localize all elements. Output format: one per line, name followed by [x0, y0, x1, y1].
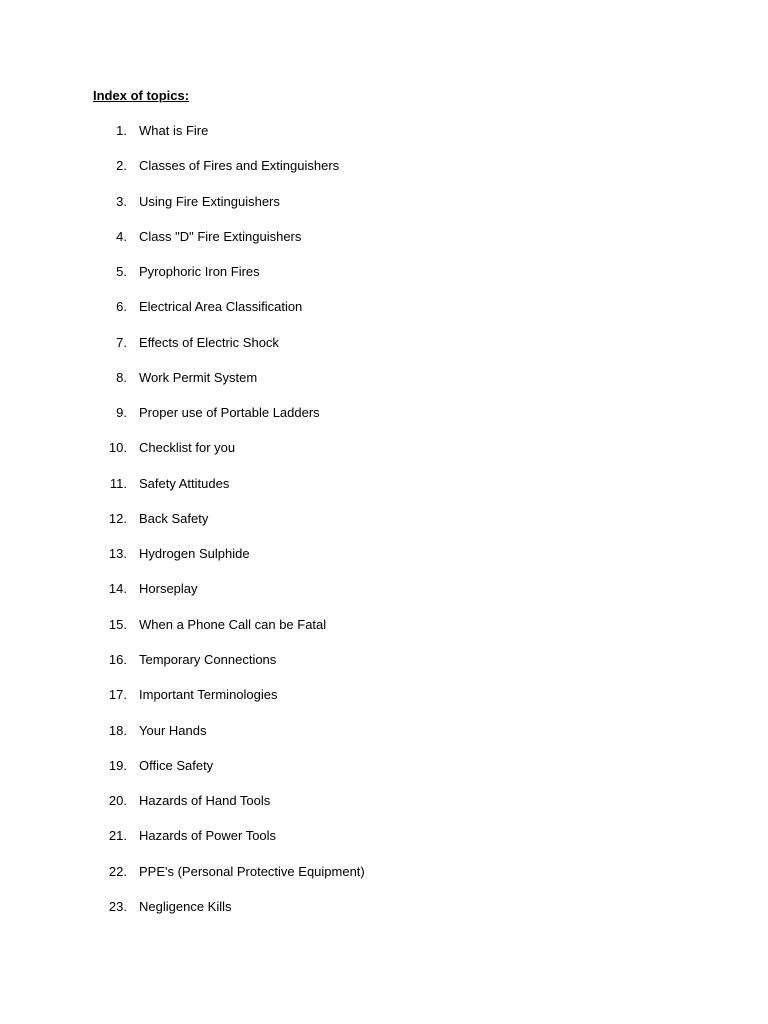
topic-item [0, 263, 768, 298]
topic-title: Work Permit System [139, 369, 258, 385]
topic-item [0, 334, 768, 369]
topic-title: Hydrogen Sulphide [139, 546, 250, 562]
topic-number: 6. [116, 299, 127, 315]
topic-title: Safety Attitudes [139, 475, 230, 491]
topic-item [0, 298, 768, 333]
topic-title: Your Hands [139, 722, 207, 738]
topic-title: Checklist for you [139, 440, 236, 456]
topic-title: Effects of Electric Shock [139, 334, 279, 350]
topic-item [0, 193, 768, 228]
topic-number: 18. [108, 722, 127, 738]
topic-title: When a Phone Call can be Fatal [139, 616, 327, 632]
topic-number: 21. [108, 828, 127, 844]
topic-title: PPE's (Personal Protective Equipment) [139, 863, 365, 879]
topic-number: 1. [116, 123, 127, 138]
topic-title: Pyrophoric Iron Fires [139, 264, 260, 280]
topic-item [0, 545, 768, 580]
topic-item [0, 369, 768, 404]
topic-number: 15. [108, 616, 127, 632]
topic-title: Class "D" Fire Extinguishers [139, 228, 302, 244]
topic-item [0, 722, 768, 757]
topic-item [0, 827, 768, 862]
topic-item [0, 475, 768, 510]
topic-title: What is Fire [139, 123, 209, 138]
topic-item [0, 686, 768, 721]
topic-item [0, 616, 768, 651]
topic-item [0, 651, 768, 686]
topic-number: 17. [108, 687, 127, 703]
topic-title: Negligence Kills [139, 898, 232, 914]
topic-number: 19. [108, 757, 127, 773]
topic-number: 8. [116, 369, 127, 385]
topic-item [0, 757, 768, 792]
topic-number: 22. [108, 863, 127, 879]
topic-number: 20. [108, 793, 127, 809]
topic-number: 5. [116, 264, 127, 280]
topic-item [0, 792, 768, 827]
topic-item [0, 510, 768, 545]
topic-number: 13. [108, 546, 127, 562]
topic-number: 2. [116, 158, 127, 174]
topic-title: Electrical Area Classification [139, 299, 303, 315]
topic-item [0, 439, 768, 474]
topic-number: 16. [108, 651, 127, 667]
topic-title: Horseplay [139, 581, 198, 597]
topic-title: Back Safety [139, 510, 209, 526]
topic-number: 9. [116, 405, 127, 421]
topic-item [0, 122, 768, 157]
topic-item [0, 863, 768, 898]
topic-number: 12. [108, 510, 127, 526]
topic-number: 3. [116, 193, 127, 209]
topic-title: Important Terminologies [139, 687, 278, 703]
topic-item [0, 898, 768, 933]
index-heading: Index of topics: [93, 88, 190, 103]
topic-title: Proper use of Portable Ladders [139, 405, 320, 421]
topic-item [0, 580, 768, 615]
topic-title: Hazards of Power Tools [139, 828, 277, 844]
topic-title: Hazards of Hand Tools [139, 793, 271, 809]
topic-number: 7. [116, 334, 127, 350]
topic-item [0, 228, 768, 263]
topic-title: Temporary Connections [139, 651, 277, 667]
topic-item [0, 157, 768, 192]
topic-number: 4. [116, 228, 127, 244]
topic-title: Classes of Fires and Extinguishers [139, 158, 340, 174]
topic-number: 10. [108, 440, 127, 456]
topic-title: Office Safety [139, 757, 214, 773]
topic-title: Using Fire Extinguishers [139, 193, 280, 209]
topic-item [0, 404, 768, 439]
topic-number: 23. [108, 898, 127, 914]
topic-list [0, 122, 768, 933]
topic-number: 14. [108, 581, 127, 597]
topic-number: 11. [109, 475, 127, 491]
